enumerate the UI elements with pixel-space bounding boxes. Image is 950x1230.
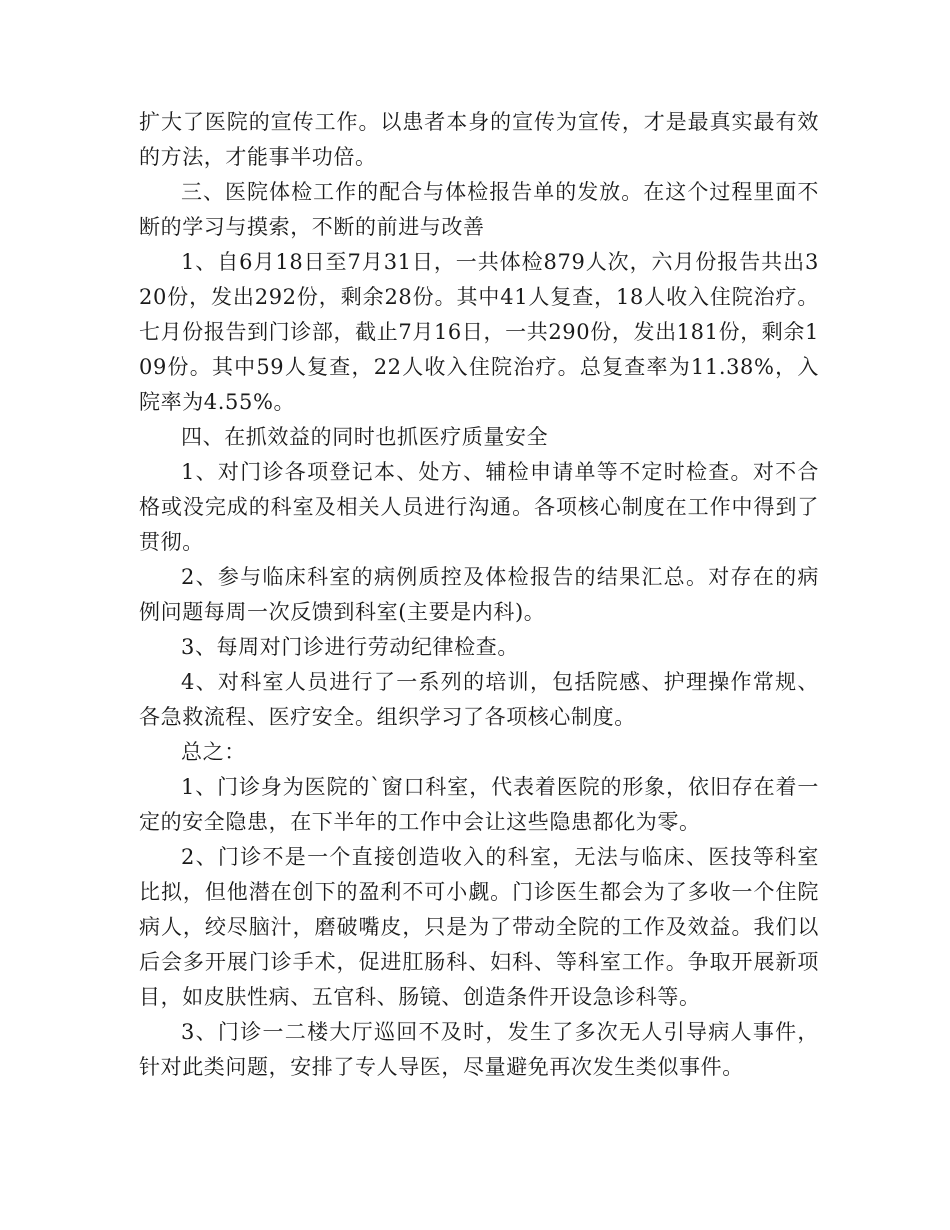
paragraph: 四、在抓效益的同时也抓医疗质量安全 — [181, 425, 549, 449]
paragraph: 扩大了医院的宣传工作。以患者本身的宣传为宣传，才是最真实最有效的方法，才能事半功倍。 — [139, 110, 819, 169]
paragraph: 三、医院体检工作的配合与体检报告单的发放。在这个过程里面不断的学习与摸索，不断的前进与改善 — [139, 180, 819, 239]
paragraph: 1、对门诊各项登记本、处方、辅检申请单等不定时检查。对不合格或没完成的科室及相关人员进行沟通。各项核心制度在工作中得到了贯彻。 — [139, 460, 819, 554]
paragraph: 3、每周对门诊进行劳动纪律检查。 — [181, 635, 519, 659]
paragraph: 总之： — [181, 740, 246, 764]
document-body — [139, 105, 819, 1085]
paragraph: 2、参与临床科室的病例质控及体检报告的结果汇总。对存在的病例问题每周一次反馈到科室(主要是内科)。 — [139, 565, 819, 624]
paragraph: 3、门诊一二楼大厅巡回不及时，发生了多次无人引导病人事件，针对此类问题，安排了专人导医，尽量避免再次发生类似事件。 — [139, 1020, 819, 1079]
paragraph: 2、门诊不是一个直接创造收入的科室，无法与临床、医技等科室比拟，但他潜在创下的盈利不可小觑。门诊医生都会为了多收一个住院病人，绞尽脑汁，磨破嘴皮，只是为了带动全院的工作及效益。我们以后会多开展门诊手术，促进肛肠科、妇科、等科室工作。争取开展新项目，如皮肤性病、五官科、肠镜、创造条件开设急诊科等。 — [139, 845, 819, 1009]
paragraph: 4、对科室人员进行了一系列的培训，包括院感、护理操作常规、各急救流程、医疗安全。组织学习了各项核心制度。 — [139, 670, 819, 729]
paragraph: 1、自6月18日至7月31日，一共体检879人次，六月份报告共出320份，发出292份，剩余28份。其中41人复查，18人收入住院治疗。七月份报告到门诊部，截止7月16日，一共290份，发出181份，剩余109份。其中59人复查，22人收入住院治疗。总复查率为11.38%，入院率为4.55%。 — [139, 250, 819, 414]
paragraph: 1、门诊身为医院的`窗口科室，代表着医院的形象，依旧存在着一定的安全隐患，在下半年的工作中会让这些隐患都化为零。 — [139, 775, 819, 834]
